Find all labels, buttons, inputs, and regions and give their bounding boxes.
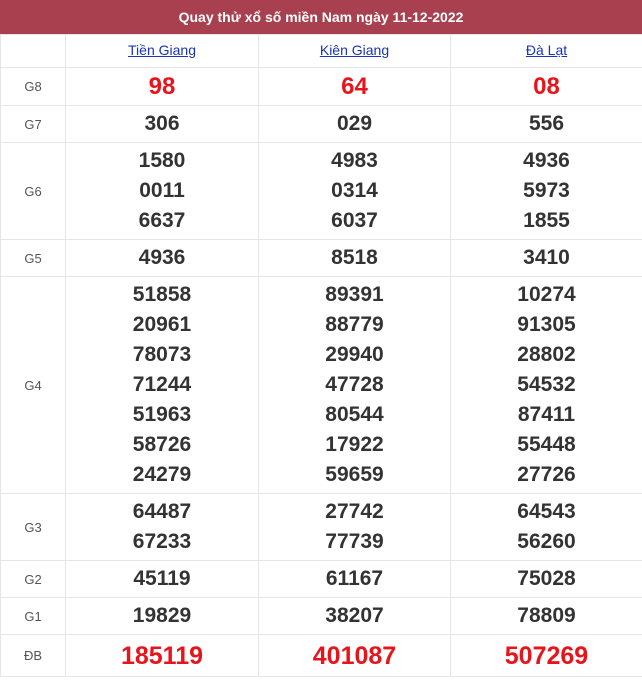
result-number: 67233 [132,530,192,553]
prize-label: G5 [1,240,66,277]
result-cell [259,68,451,106]
result-number: 0314 [331,179,378,202]
result-cell [66,561,259,598]
result-number: 10274 [517,283,576,306]
header-corner-cell [1,35,66,68]
result-number: 64543 [517,500,576,523]
prize-label: G8 [1,68,66,106]
result-number: 98 [148,72,176,100]
result-number: 89391 [325,283,384,306]
result-cell [451,635,642,677]
result-number: 4936 [138,246,186,269]
result-number: 6037 [331,209,378,232]
prize-label: G2 [1,561,66,598]
result-cell [451,277,642,494]
result-cell [259,561,451,598]
result-cell [259,494,451,561]
result-number: 029 [336,112,373,135]
prize-row-g2 [1,561,642,598]
page-title: Quay thử xổ số miền Nam ngày 11-12-2022 [0,0,642,34]
result-number: 306 [144,112,180,135]
result-number: 51858 [132,283,192,306]
result-cell [451,598,642,635]
result-number: 80544 [325,403,384,426]
prize-row-g6 [1,143,642,240]
result-cell [259,240,451,277]
result-cell [259,277,451,494]
result-number: 71244 [132,373,192,396]
result-number: 19829 [132,604,192,627]
result-number: 38207 [325,604,384,627]
result-number: 78809 [517,604,576,627]
result-cell [66,68,259,106]
prize-label: ĐB [1,635,66,677]
result-number: 64487 [132,500,192,523]
result-number: 27726 [517,463,576,486]
result-cell [259,143,451,240]
result-number: 1855 [523,209,570,232]
result-number: 5973 [523,179,570,202]
result-number: 75028 [517,567,576,590]
prize-label: G1 [1,598,66,635]
result-cell [451,240,642,277]
result-cell [451,143,642,240]
prize-row-g1 [1,598,642,635]
result-number: 556 [528,112,565,135]
result-number: 45119 [133,567,191,590]
prize-row-g7 [1,106,642,143]
result-number: 0011 [139,179,185,202]
result-number: 77739 [325,530,384,553]
result-number: 51963 [132,403,192,426]
result-number: 4936 [523,149,570,172]
result-number: 47728 [325,373,384,396]
results-table [0,34,642,677]
result-cell [451,561,642,598]
result-number: 55448 [517,433,576,456]
result-number: 6637 [138,209,186,232]
prize-row-g4 [1,277,642,494]
result-number: 1580 [138,149,186,172]
result-number: 56260 [517,530,576,553]
province-link-da-lat[interactable]: Đà Lạt [525,42,568,58]
header-cell-da-lat [451,35,642,68]
province-link-tien-giang[interactable]: Tiền Giang [128,42,196,58]
result-number: 24279 [132,463,192,486]
header-cell-tien-giang [66,35,259,68]
result-cell [66,240,259,277]
result-number: 3410 [523,246,570,269]
result-number: 27742 [325,500,384,523]
prize-row-db [1,635,642,677]
result-number: 29940 [325,343,384,366]
result-number: 17922 [325,433,384,456]
result-number: 58726 [132,433,192,456]
result-number: 08 [533,72,560,100]
result-number: 91305 [517,313,576,336]
result-number: 28802 [517,343,576,366]
result-number: 401087 [312,641,397,670]
province-link-kien-giang[interactable]: Kiên Giang [319,42,390,58]
prize-label: G7 [1,106,66,143]
result-number: 8518 [331,246,378,269]
result-cell [451,68,642,106]
result-cell [259,598,451,635]
result-cell [66,106,259,143]
result-number: 64 [341,72,368,100]
result-number: 78073 [132,343,192,366]
result-number: 87411 [517,403,576,426]
result-number: 20961 [132,313,192,336]
result-cell [66,277,259,494]
result-cell [451,106,642,143]
prize-row-g5 [1,240,642,277]
result-number: 185119 [120,641,204,670]
result-number: 54532 [517,373,576,396]
header-cell-kien-giang [259,35,451,68]
result-cell [259,635,451,677]
result-cell [259,106,451,143]
prize-row-g8 [1,68,642,106]
province-header-row [1,35,642,68]
result-number: 88779 [325,313,384,336]
result-number: 61167 [325,567,384,590]
result-cell [66,494,259,561]
result-cell [66,598,259,635]
result-cell [66,143,259,240]
prize-label: G3 [1,494,66,561]
prize-row-g3 [1,494,642,561]
prize-label: G4 [1,277,66,494]
results-body [1,68,642,677]
result-cell [451,494,642,561]
result-cell [66,635,259,677]
result-number: 59659 [325,463,384,486]
prize-label: G6 [1,143,66,240]
result-number: 4983 [331,149,378,172]
result-number: 507269 [504,641,589,670]
